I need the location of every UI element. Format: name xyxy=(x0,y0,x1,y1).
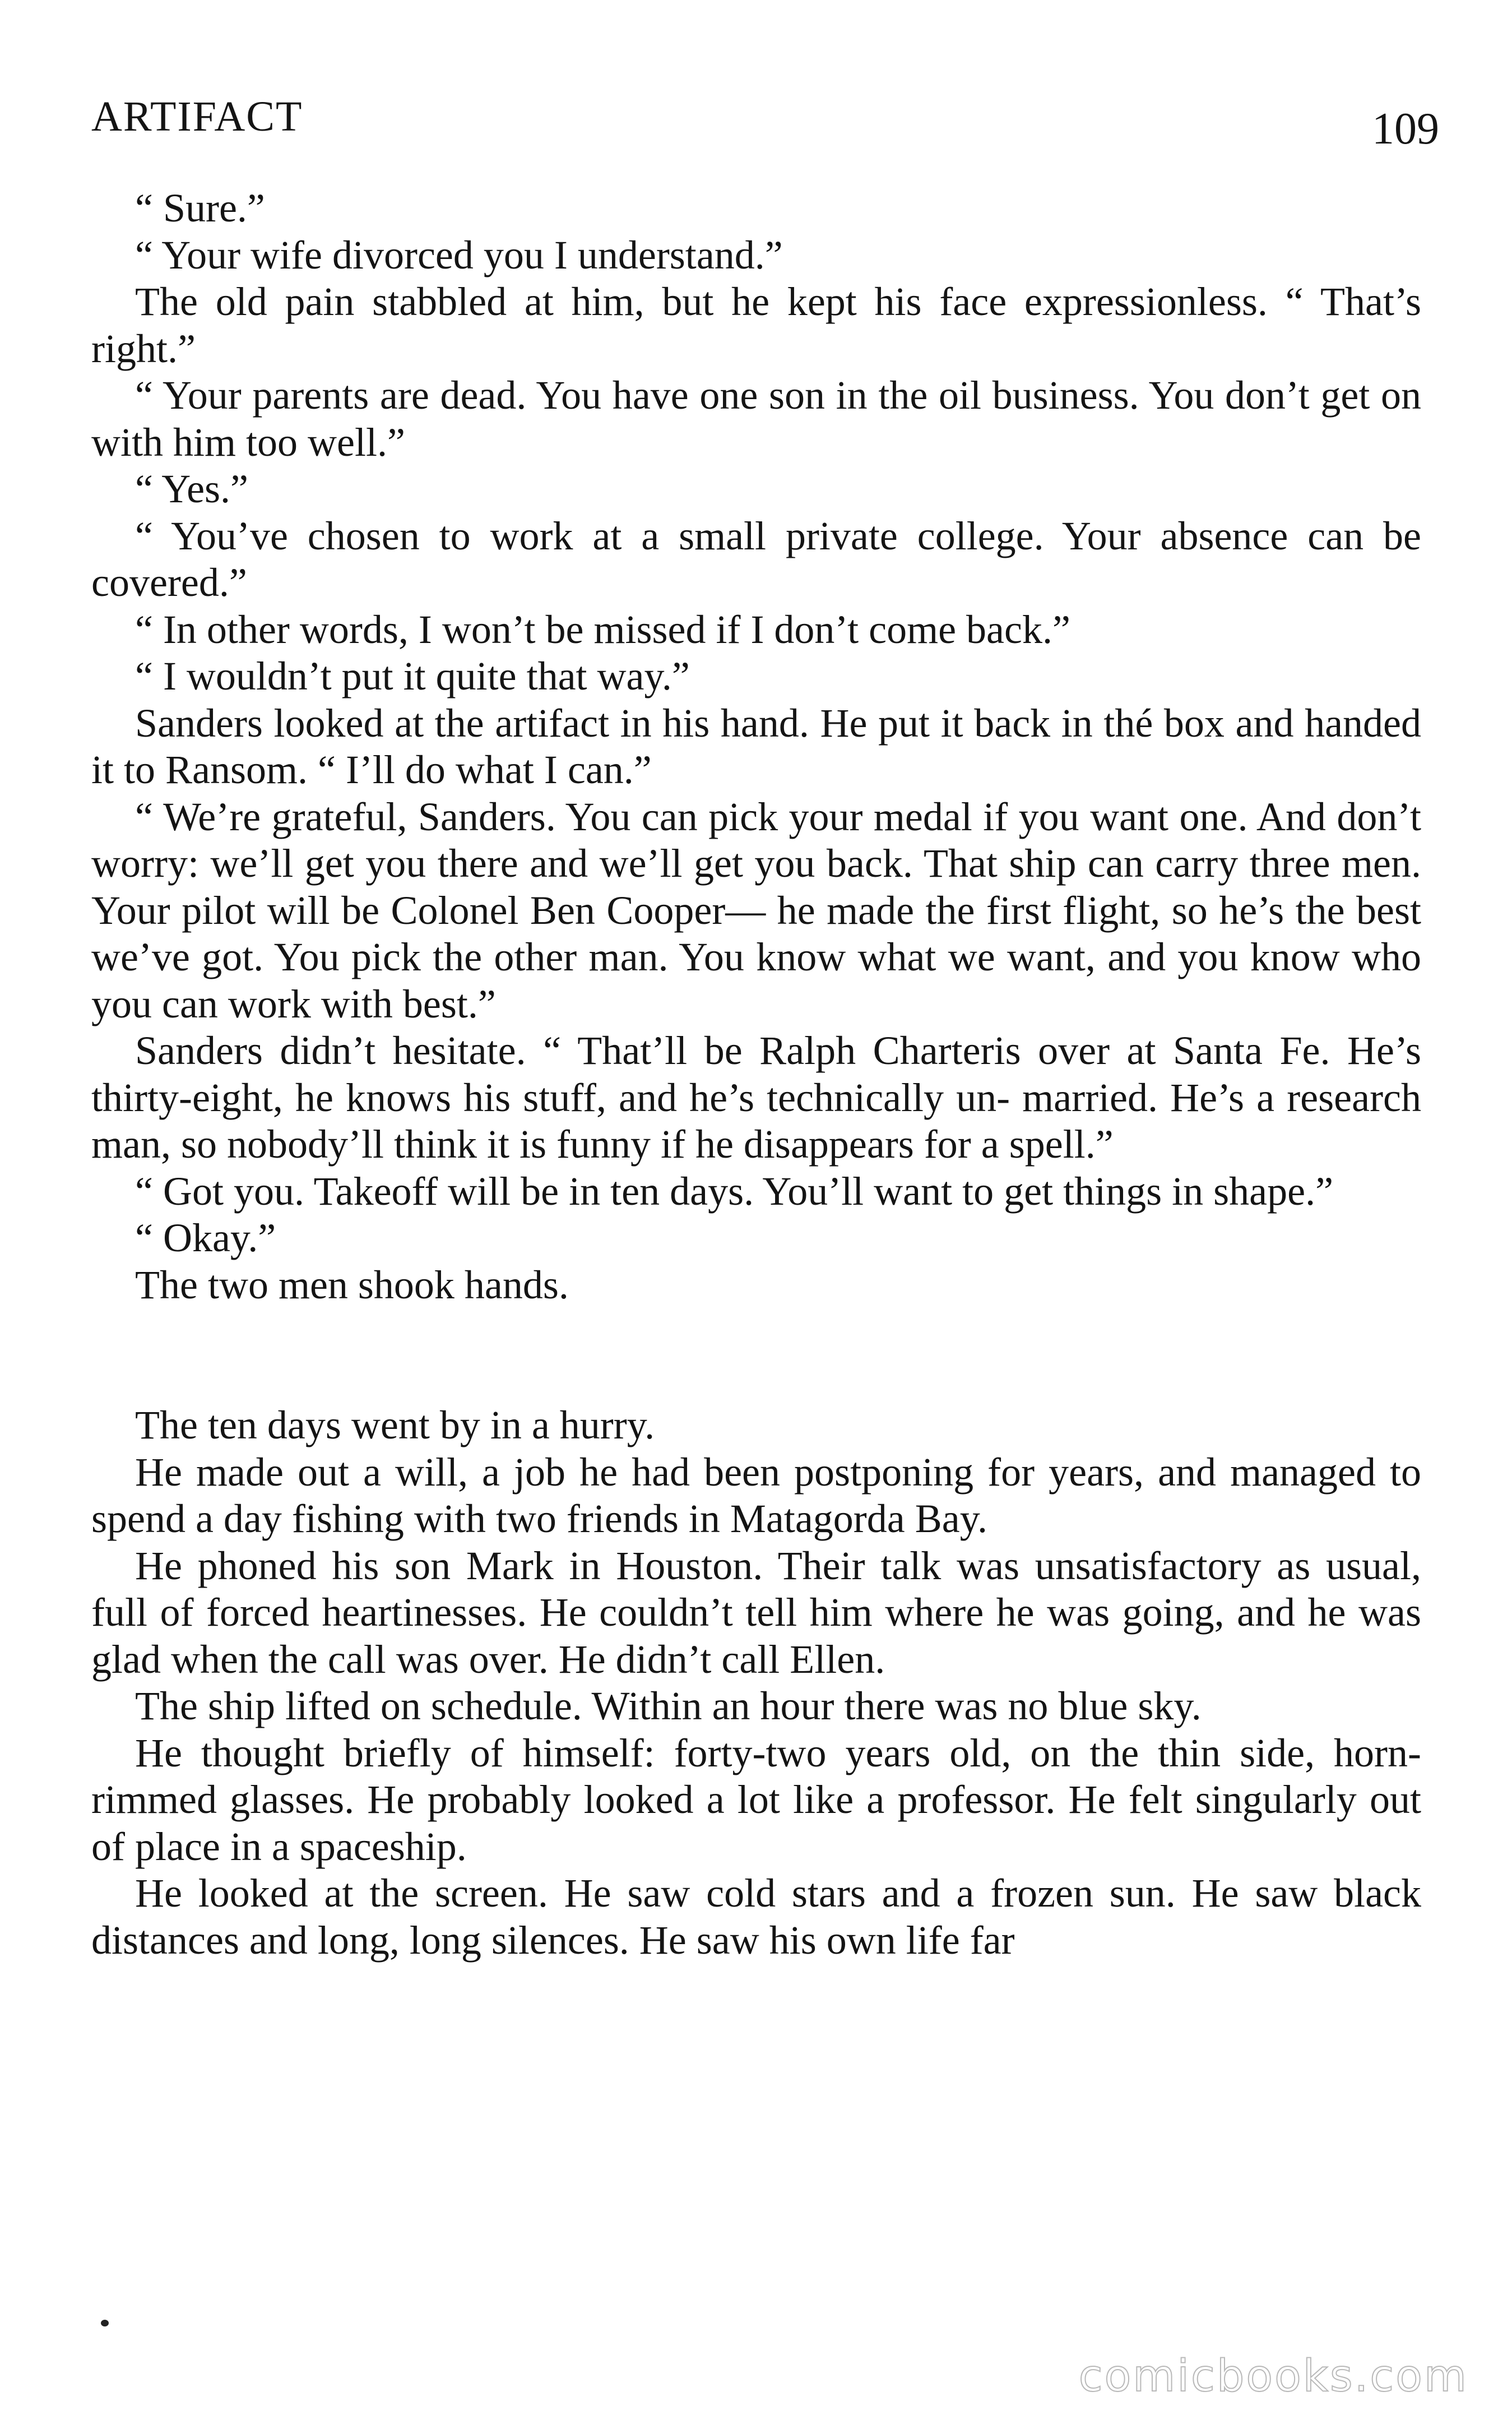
paragraph: “ Got you. Takeoff will be in ten days. You’ll want to get things in shape.” xyxy=(135,1168,1334,1214)
paragraph: “ Yes.” xyxy=(135,466,249,511)
paragraph: He phoned his son Mark in Houston. Their talk was unsatisfactory as usual, full of forced heartinesses. He couldn’t tell him where he was going, and he was glad when the call was over. He didn’t call Ellen. xyxy=(91,1543,1421,1682)
ink-speck xyxy=(101,2320,109,2326)
paragraph: He looked at the screen. He saw cold stars and a frozen sun. He saw black distances and long, long silences. He saw his own life far xyxy=(91,1871,1421,1963)
page-number: 109 xyxy=(1372,104,1439,154)
paragraph: The two men shook hands. xyxy=(135,1262,569,1307)
section-break xyxy=(91,1308,1421,1402)
paragraph: “ Your parents are dead. You have one son in the oil business. You don’t get on with him too well.” xyxy=(91,373,1421,465)
paragraph: He thought briefly of himself: forty-two years old, on the thin side, horn-rimmed glasses. He probably looked a lot like a professor. He felt singularly out of place in a spaceship. xyxy=(91,1730,1421,1869)
paragraph: “ Your wife divorced you I understand.” xyxy=(135,232,783,277)
watermark: comicbooks.com xyxy=(1078,2351,1468,2402)
paragraph: He made out a will, a job he had been postponing for years, and managed to spend a day fishing with two friends in Matagorda Bay. xyxy=(91,1449,1421,1541)
paragraph: “ I wouldn’t put it quite that way.” xyxy=(135,654,690,698)
paragraph: “ Sure.” xyxy=(135,186,265,230)
paragraph: The ten days went by in a hurry. xyxy=(135,1403,655,1447)
paragraph: “ We’re grateful, Sanders. You can pick your medal if you want one. And don’t worry: we’ll get you there and we’ll get you back. That ship can carry three men. Your pilot will be Colonel Ben Cooper— he made the first flight, so he’s the best we’ve got. You pick the other man. You know what we want, and you know who you can work with best.” xyxy=(91,794,1421,1026)
paragraph: “ In other words, I won’t be missed if I don’t come back.” xyxy=(135,607,1070,652)
paragraph: The old pain stabbled at him, but he kept his face expressionless. “ That’s right.” xyxy=(91,279,1421,371)
paragraph: “ You’ve chosen to work at a small private college. Your absence can be covered.” xyxy=(91,513,1421,605)
paragraph: Sanders didn’t hesitate. “ That’ll be Ralph Charteris over at Santa Fe. He’s thirty-eight, he knows his stuff, and he’s technically un- married. He’s a research man, so nobody’ll think it is funny if he disappears for a spell.” xyxy=(91,1028,1421,1167)
paragraph: Sanders looked at the artifact in his hand. He put it back in thé box and handed it to Ransom. “ I’ll do what I can.” xyxy=(91,700,1421,792)
paragraph: The ship lifted on schedule. Within an hour there was no blue sky. xyxy=(135,1683,1202,1728)
body-text xyxy=(91,185,1421,1964)
paragraph: “ Okay.” xyxy=(135,1215,276,1260)
running-title: ARTIFACT xyxy=(91,93,303,140)
